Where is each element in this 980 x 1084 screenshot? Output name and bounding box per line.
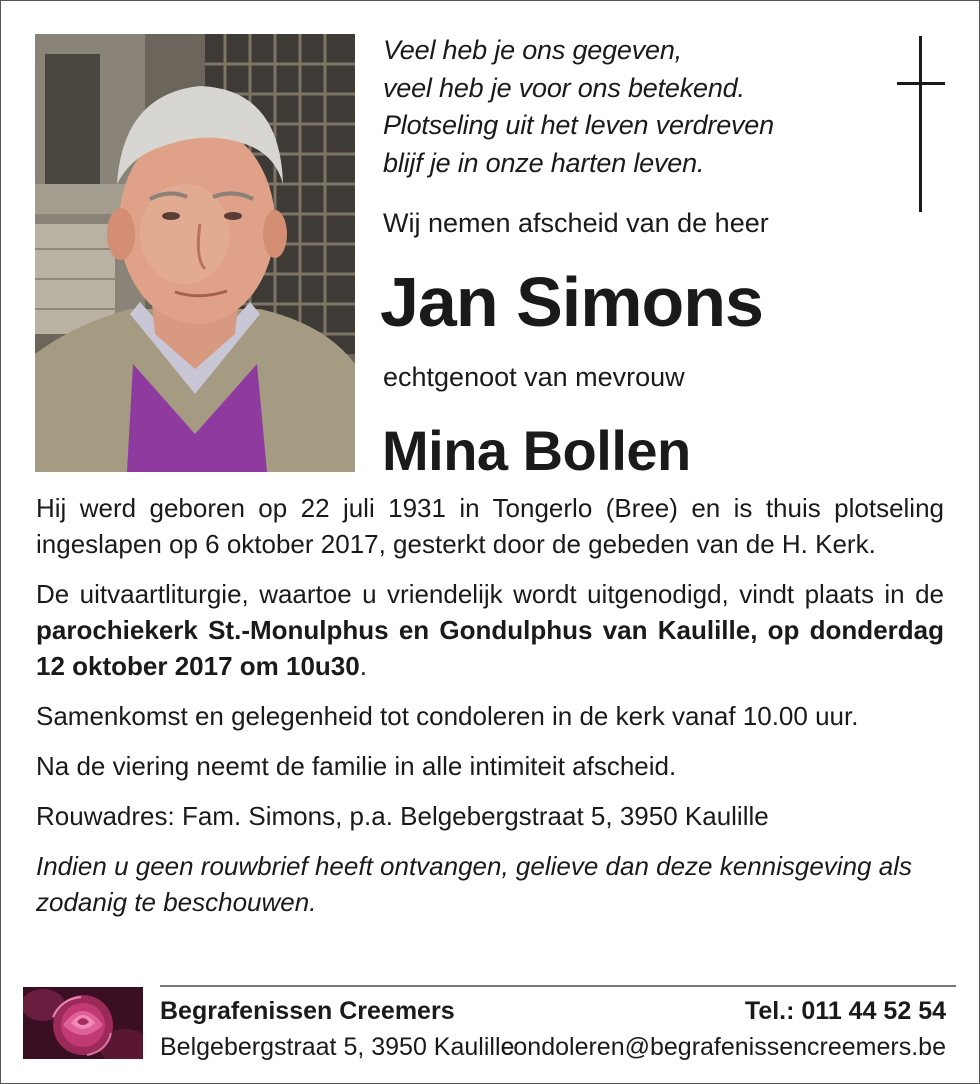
- poem-line: veel heb je voor ons betekend.: [383, 72, 745, 103]
- funeral-paragraph: [36, 576, 944, 684]
- deceased-name: Jan Simons: [380, 263, 763, 341]
- funeral-home-address: Belgebergstraat 5, 3950 Kaulille: [160, 1033, 515, 1061]
- funeral-home-email[interactable]: condoleren@begrafenissencreemers.be: [500, 1033, 946, 1061]
- spouse-name: Mina Bollen: [382, 419, 691, 482]
- rose-logo: [23, 987, 143, 1059]
- poem-line: Veel heb je ons gegeven,: [383, 35, 682, 65]
- portrait-photo: [35, 34, 355, 472]
- farewell-intro: Wij nemen afscheid van de heer: [383, 208, 769, 238]
- funeral-suffix: .: [359, 651, 367, 681]
- spouse-intro: echtgenoot van mevrouw: [383, 362, 685, 392]
- intimacy-paragraph: Na de viering neemt de familie in alle intimiteit afscheid.: [36, 751, 677, 781]
- gathering-paragraph: Samenkomst en gelegenheid tot condoleren in de kerk vanaf 10.00 uur.: [36, 701, 859, 731]
- funeral-prefix: De uitvaartliturgie, waartoe u vriendelijk wordt uitgenodigd, vindt plaats in de: [36, 579, 944, 609]
- notice-body: [36, 490, 944, 934]
- cross-icon: [897, 36, 945, 212]
- address-paragraph: Rouwadres: Fam. Simons, p.a. Belgebergstraat 5, 3950 Kaulille: [36, 801, 769, 831]
- poem-line: Plotseling uit het leven verdreven: [383, 110, 774, 140]
- notice-paragraph: Indien u geen rouwbrief heeft ontvangen, gelieve dan deze kennisgeving als zodanig te beschouwen.: [36, 851, 912, 917]
- poem: [383, 32, 883, 182]
- birth-paragraph: Hij werd geboren op 22 juli 1931 in Tongerlo (Bree) en is thuis plotseling ingeslapen op 6 oktober 2017, gesterkt door de gebeden van de H. Kerk.: [36, 493, 944, 559]
- funeral-home-phone: Tel.: 011 44 52 54: [744, 997, 946, 1025]
- funeral-home-name: Begrafenissen Creemers: [160, 997, 455, 1025]
- poem-line: blijf je in onze harten leven.: [383, 147, 705, 178]
- footer-divider: [160, 985, 956, 987]
- funeral-location: parochiekerk St.-Monulphus en Gondulphus van Kaulille, op donderdag 12 oktober 2017 om 10u30: [36, 615, 944, 681]
